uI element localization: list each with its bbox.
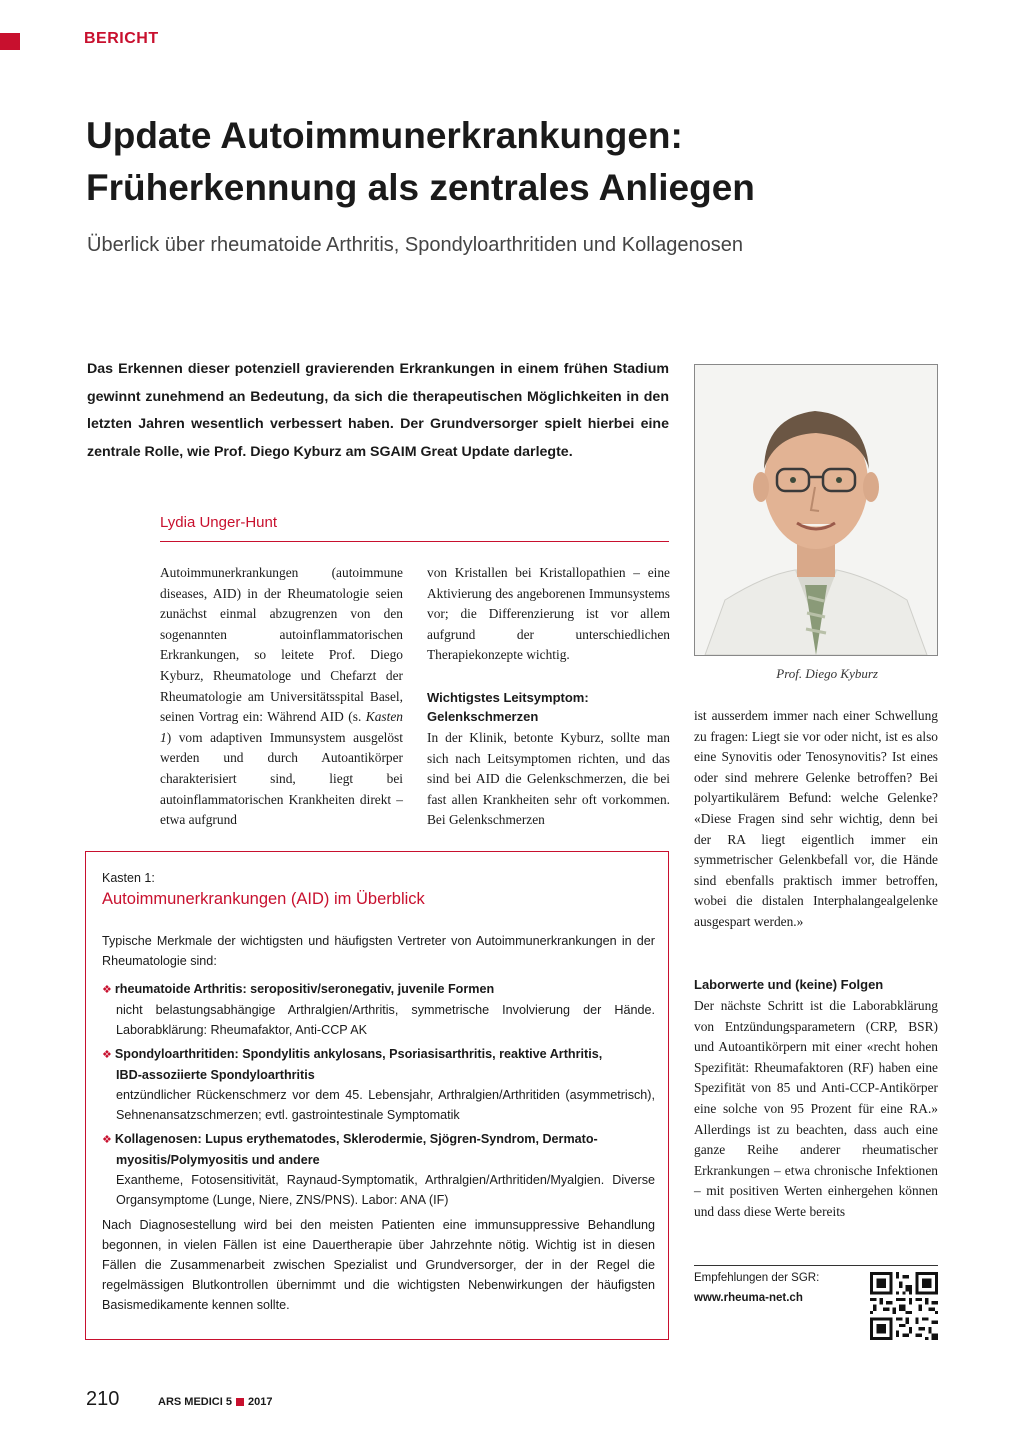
subheading-laborwerte: Laborwerte und (keine) Folgen xyxy=(694,977,884,992)
list-item xyxy=(102,1044,655,1125)
info-box-outro: Nach Diagnosestellung wird bei den meisten Patienten eine immunsuppressive Behandlung begonnen, in vielen Fällen ist eine Dauertherapie über Jahrzehnte nötig. Wichtig ist in diesen Fällen die Zusammenarbeit zwischen Spezialist und Grundversorger, der in der Regel die regelmässigen Blutkontrollen übernimmt und die wichtigsten Nebenwirkungen der häufigsten Basismedikamente kennen sollte. xyxy=(102,1218,655,1312)
sgr-label: Empfehlungen der SGR: xyxy=(694,1272,820,1284)
col1-text-a: Autoimmunerkrankungen (autoimmune diseases, AID) in der Rheumatologie seien zunächst einmal abzugrenzen von den sogenannten autoinflammatorischen Erkrankungen, so leitete Prof. Diego Kyburz, Rheumatologe und Chefarzt der Rheumatologie am Universitätsspital Basel, seinen Vortrag ein: Während AID (s. xyxy=(160,565,403,725)
article-title xyxy=(86,110,946,214)
info-box-label: Kasten 1: xyxy=(102,871,155,885)
info-box-intro: Typische Merkmale der wichtigsten und häufigsten Vertreter von Autoimmunerkrankungen in der Rheumatologie sind: xyxy=(102,934,655,968)
sgr-divider xyxy=(694,1265,938,1266)
list-item xyxy=(102,979,655,1040)
list-item-heading: Spondyloarthritiden: Spondylitis ankylosans, Psoriasisarthritis, reaktive Arthritis, xyxy=(114,1047,603,1061)
body-column-2-top: von Kristallen bei Kristallopathien – eine Aktivierung des angeborenen Immunsystems vor; die Differenzierung ist vor allem aufgrund der unterschiedlichen Therapiekonzepte wichtig. xyxy=(427,565,670,663)
author-divider xyxy=(160,541,669,542)
list-item xyxy=(102,1129,655,1210)
list-item-heading: rheumatoide Arthritis: seropositiv/seronegativ, juvenile Formen xyxy=(114,982,495,996)
article-subtitle: Überlick über rheumatoide Arthritis, Spondyloarthritiden und Kollagenosen xyxy=(87,234,743,256)
list-item-body: Exantheme, Fotosensitivität, Raynaud-Symptomatik, Arthralgien/Arthritiden/Myalgien. Diverse Organsymptome (Lunge, Niere, ZNS/PNS). Labor: ANA (IF) xyxy=(116,1173,655,1207)
publication-year: 2017 xyxy=(247,1396,273,1408)
sgr-link[interactable]: www.rheuma-net.ch xyxy=(694,1292,803,1304)
page-number: 210 xyxy=(86,1388,120,1410)
journal-name: ARS MEDICI 5 xyxy=(158,1396,232,1408)
subheading-leitsymptom xyxy=(427,688,670,726)
body-column-3: ist ausserdem immer nach einer Schwellung zu fragen: Liegt sie vor oder nicht, ist es also eine Synovitis oder Tenosynovitis? Ist eines oder sind mehrere Gelenke betroffen? Bei polyartikulärem Befund: welche Gelenke? «Diese Fragen sind sehr wichtig, denn bei der RA liegt eigentlich immer ein symmetrischer Gelenkbefall vor, die Hände sind ebenfalls praktisch immer betroffen, wobei die distalen Interphalangealgelenke ausgespart werden.» xyxy=(694,708,938,929)
lead-paragraph: Das Erkennen dieser potenziell gravierenden Erkrankungen in einem frühen Stadium gewinnt zunehmend an Bedeutung, da sich die therapeutischen Möglichkeiten in den letzten Jahren wesentlich verbessert haben. Der Grundversorger spielt hierbei eine zentrale Rolle, wie Prof. Diego Kyburz am SGAIM Great Update darlegte. xyxy=(87,361,669,460)
list-item-heading: Kollagenosen: Lupus erythematodes, Sklerodermie, Sjögren-Syndrom, Dermato- xyxy=(114,1132,598,1146)
box-reference: Kasten 1 xyxy=(160,709,403,745)
title-line-1: Update Autoimmunerkrankungen: xyxy=(86,115,683,156)
footer-separator xyxy=(236,1398,244,1406)
title-line-2: Früherkennung als zentrales Anliegen xyxy=(86,167,755,208)
body-column-4: Der nächste Schritt ist die Laborabklärung von Entzündungsparametern (CRP, BSR) und Autoantikörpern mit einer «recht hohen Spezifität: Rheumafaktoren (RF) haben eine Spezifität von 85 und Anti-CCP-Antikörper eine solche von 95 Prozent für eine RA.» Allerdings ist zu beachten, dass auch eine ganze Reihe anderer rheumatischer Erkrankungen – etwa chronische Infektionen – mit positiven Werten einhergehen können und dass diese Werte bereits xyxy=(694,998,938,1219)
qr-code-icon[interactable] xyxy=(870,1272,938,1340)
diamond-bullet-icon: ❖ xyxy=(102,1134,112,1146)
body-column-1 xyxy=(160,563,403,831)
section-marker xyxy=(0,33,20,50)
list-item-heading-continued: IBD-assoziierte Spondyloarthritis xyxy=(116,1068,315,1082)
subheading-leitsymptom-line-2: Gelenkschmerzen xyxy=(427,709,539,724)
author-portrait-photo xyxy=(694,364,938,656)
author-name: Lydia Unger-Hunt xyxy=(160,514,278,531)
diamond-bullet-icon: ❖ xyxy=(102,1049,112,1061)
section-label: BERICHT xyxy=(84,30,159,47)
list-item-body: nicht belastungsabhängige Arthralgien/Arthritis, symmetrische Involvierung der Hände. Laborabklärung: Rheumafaktor, Anti-CCP AK xyxy=(116,1003,655,1037)
body-column-2-bottom: In der Klinik, betonte Kyburz, sollte man sich nach Leitsymptomen richten, und das sind bei AID die Gelenkschmerzen, die bei fast allen Krankheiten sehr oft vorkommen. Bei Gelenkschmerzen xyxy=(427,730,670,828)
subheading-leitsymptom-line-1: Wichtigstes Leitsymptom: xyxy=(427,690,589,705)
list-item-body: entzündlicher Rückenschmerz vor dem 45. Lebensjahr, Arthralgien/Arthritiden (asymmetrisch), Sehnenansatzschmerzen; evtl. gastrointestinale Symptomatik xyxy=(116,1088,655,1122)
diamond-bullet-icon: ❖ xyxy=(102,984,112,996)
portrait-illustration xyxy=(695,365,937,655)
info-box-title: Autoimmunerkrankungen (AID) im Überblick xyxy=(102,890,425,908)
col1-text-b: ) vom adaptiven Immunsystem ausgelöst werden und durch Autoantikörper charakterisiert sind, liegt bei autoinflammatorischen Krankheiten direkt – etwa aufgrund xyxy=(160,729,403,828)
list-item-heading-continued: myositis/Polymyositis und andere xyxy=(116,1153,320,1167)
footer-journal xyxy=(158,1396,272,1408)
photo-caption: Prof. Diego Kyburz xyxy=(776,666,878,681)
